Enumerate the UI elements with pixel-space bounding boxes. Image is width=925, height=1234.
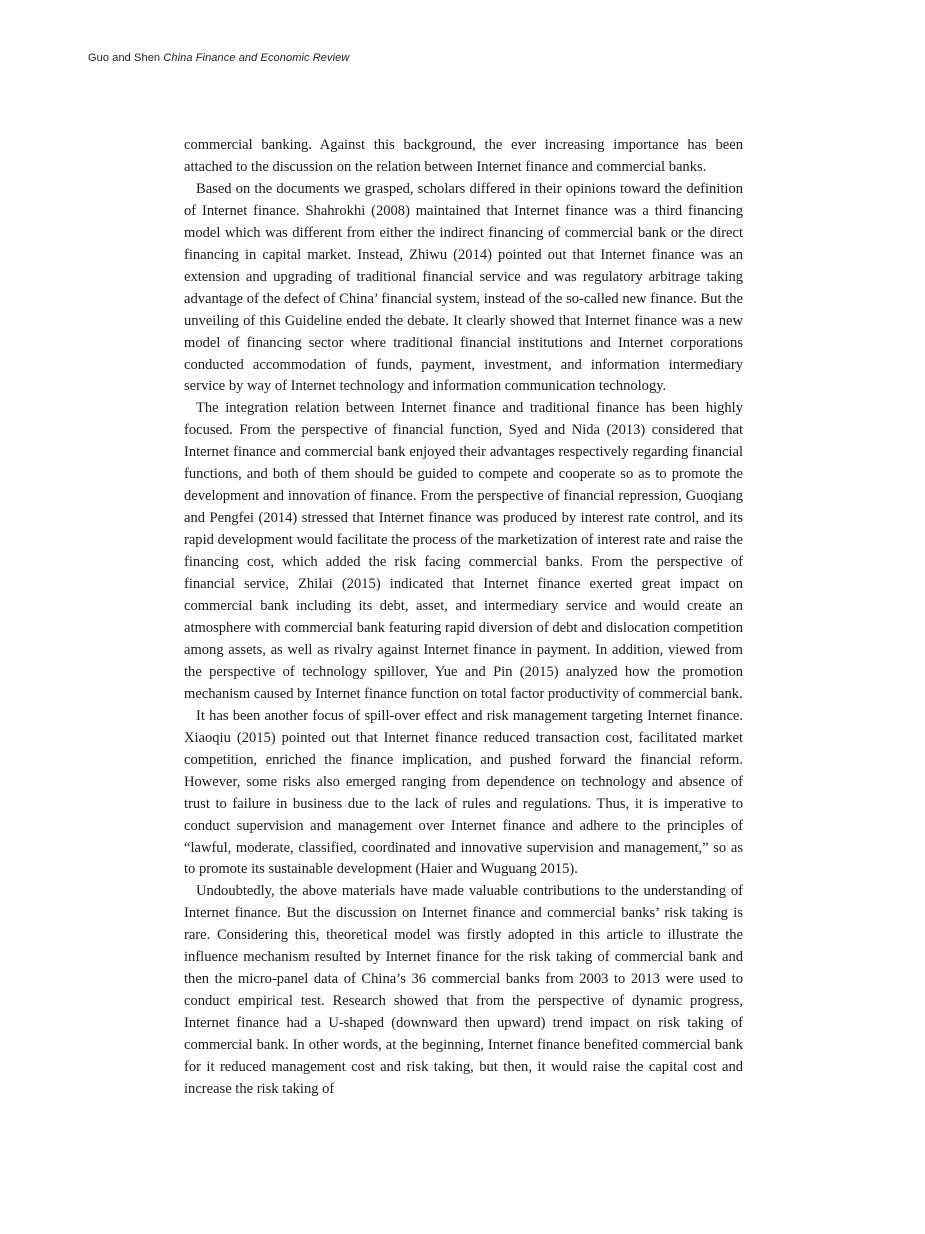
header-authors: Guo and Shen [88, 52, 161, 64]
article-body [184, 135, 743, 1101]
running-header [88, 52, 349, 64]
paragraph-3: The integration relation between Internet finance and traditional finance has been highly focused. From the perspective of financial function, Syed and Nida (2013) considered that Internet finance and commercial bank enjoyed their advantages respectively regarding financial functions, and both of them should be guided to compete and cooperate so as to promote the development and innovation of finance. From the perspective of financial repression, Guoqiang and Pengfei (2014) stressed that Internet finance was produced by interest rate control, and its rapid development would facilitate the process of the marketization of interest rate and raise the financing cost, which added the risk facing commercial banks. From the perspective of financial service, Zhilai (2015) indicated that Internet finance exerted great impact on commercial bank including its debt, asset, and intermediary service and would create an atmosphere with commercial bank featuring rapid diversion of debt and dislocation competition among assets, as well as rivalry against Internet finance in payment. In addition, viewed from the perspective of technology spillover, Yue and Pin (2015) analyzed how the promotion mechanism caused by Internet finance function on total factor productivity of commercial bank. [184, 400, 743, 702]
paragraph-2: Based on the documents we grasped, scholars differed in their opinions toward the definition of Internet finance. Shahrokhi (2008) maintained that Internet finance was a third financing model which was different from either the indirect financing of commercial bank or the direct financing in capital market. Instead, Zhiwu (2014) pointed out that Internet finance was an extension and upgrading of traditional financial service and was regulatory arbitrage taking advantage of the defect of China’ financial system, instead of the so-called new finance. But the unveiling of this Guideline ended the debate. It clearly showed that Internet finance was a new model of financing sector where traditional financial institutions and Internet corporations conducted accommodation of funds, payment, investment, and information intermediary service by way of Internet technology and information communication technology. [184, 180, 743, 395]
paragraph-5: Undoubtedly, the above materials have made valuable contributions to the understanding of Internet finance. But the discussion on Internet finance and commercial banks’ risk taking is rare. Considering this, theoretical model was firstly adopted in this article to illustrate the influence mechanism resulted by Internet finance for the risk taking of commercial bank and then the micro-panel data of China’s 36 commercial banks from 2003 to 2013 were used to conduct empirical test. Research showed that from the perspective of dynamic progress, Internet finance had a U-shaped (downward then upward) trend impact on risk taking of commercial bank. In other words, at the beginning, Internet finance benefited commercial bank for it reduced management cost and risk taking, but then, it would raise the capital cost and increase the risk taking of [184, 883, 743, 1097]
header-journal: China Finance and Economic Review [163, 52, 350, 64]
paragraph-1: commercial banking. Against this background, the ever increasing importance has been attached to the discussion on the relation between Internet finance and commercial banks. [184, 137, 743, 175]
paragraph-4: It has been another focus of spill-over effect and risk management targeting Internet finance. Xiaoqiu (2015) pointed out that Internet finance reduced transaction cost, facilitated market competition, enriched the finance implication, and pushed forward the financial reform. However, some risks also emerged ranging from dependence on technology and absence of trust to failure in business due to the lack of rules and regulations. Thus, it is imperative to conduct supervision and management over Internet finance and adhere to the principles of “lawful, moderate, classified, coordinated and innovative supervision and management,” so as to promote its sustainable development (Haier and Wuguang 2015). [184, 707, 743, 878]
